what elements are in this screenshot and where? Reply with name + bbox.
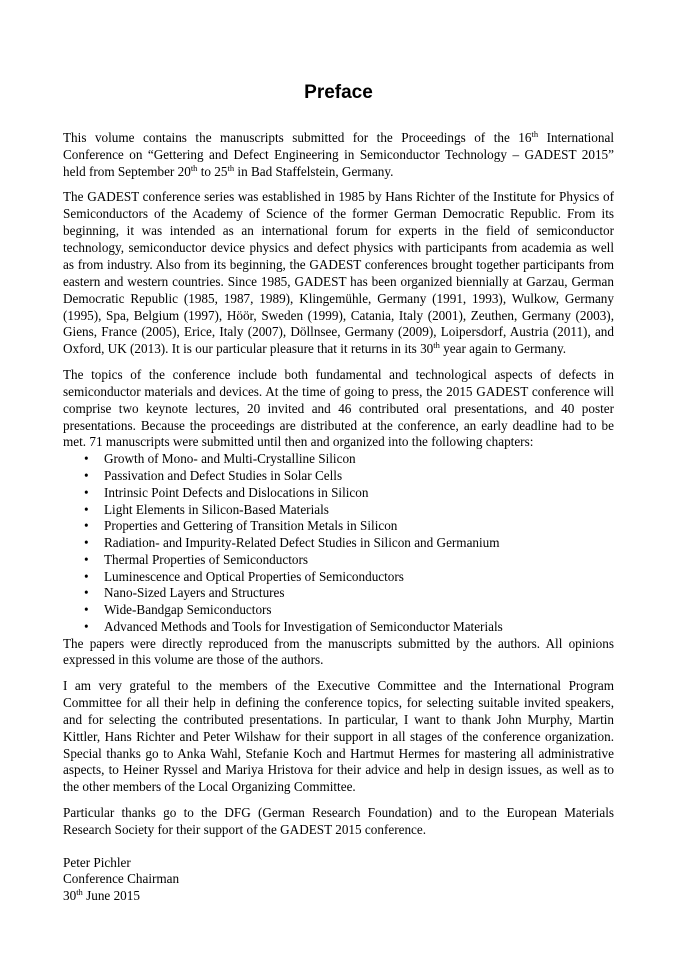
bullet-icon: • (84, 585, 89, 601)
paragraph-intro (63, 130, 614, 181)
list-item (63, 502, 614, 519)
paragraph-funding: Particular thanks go to the DFG (German Research Foundation) and to the European Materials Research Society for their support of the GADEST 2015 conference. (63, 804, 614, 837)
list-item-label: Properties and Gettering of Transition Metals in Silicon (104, 518, 398, 534)
text-segment: International Conference on “Gettering and Defect Engineering in Semiconductor Technology – GADEST 2015” held from September 20 (63, 130, 614, 179)
paragraph-reproduction: The papers were directly reproduced from the manuscripts submitted by the authors. All opinions expressed in this volume are those of the authors. (63, 635, 614, 668)
superscript: th (433, 340, 440, 351)
page-title: Preface (304, 82, 373, 103)
list-item-label: Light Elements in Silicon-Based Materials (104, 501, 329, 517)
list-item-label: Nano-Sized Layers and Structures (104, 585, 285, 601)
list-item (63, 451, 614, 468)
superscript: th (76, 887, 83, 898)
list-item (63, 602, 614, 619)
bullet-icon: • (84, 501, 89, 517)
date-rest: June 2015 (82, 888, 140, 904)
signature-date (63, 888, 614, 905)
list-item (63, 585, 614, 602)
text-segment: to 25 (197, 163, 228, 179)
text-segment: in Bad Staffelstein, Germany. (234, 163, 394, 179)
signature-block (63, 855, 614, 906)
bullet-icon: • (84, 602, 89, 618)
signature-name: Peter Pichler (63, 854, 131, 870)
list-item-label: Radiation- and Impurity-Related Defect Studies in Silicon and Germanium (104, 535, 500, 551)
list-item-label: Advanced Methods and Tools for Investigation of Semiconductor Materials (104, 618, 503, 634)
list-item (63, 518, 614, 535)
paragraph-acknowledgements: I am very grateful to the members of the Executive Committee and the International Program Committee for all their help in defining the conference topics, for selecting suitable invited speakers, and for selecting the contributed presentations. In particular, I want to thank John Murphy, Martin Kittler, Hans Richter and Peter Wilshaw for their support in all stages of the conference organization. Special thanks go to Anka Wahl, Stefanie Koch and Hartmut Hermes for mastering all administrative aspects, to Heiner Ryssel and Mariya Hristova for their advice and help in design issues, as well as to the other members of the Local Organizing Committee. (63, 677, 614, 795)
list-item (63, 619, 614, 636)
list-item-label: Passivation and Defect Studies in Solar Cells (104, 468, 343, 484)
bullet-icon: • (84, 568, 89, 584)
bullet-icon: • (84, 551, 89, 567)
list-item-label: Thermal Properties of Semiconductors (104, 551, 308, 567)
superscript: th (227, 162, 235, 173)
bullet-icon: • (84, 535, 89, 551)
text-segment: year again to Germany. (439, 341, 567, 357)
list-item-label: Intrinsic Point Defects and Dislocations in Silicon (104, 484, 369, 500)
list-item (63, 552, 614, 569)
superscript: th (190, 162, 198, 173)
list-item (63, 468, 614, 485)
superscript: th (531, 129, 539, 139)
bullet-icon: • (84, 518, 89, 534)
bullet-icon: • (84, 484, 89, 500)
paragraph-history (63, 189, 614, 358)
bullet-icon: • (84, 451, 89, 467)
list-item (63, 569, 614, 586)
paragraph-topics: The topics of the conference include both fundamental and technological aspects of defects in semiconductor materials and devices. At the time of going to press, the 2015 GADEST conference will comprise two keynote lectures, 20 invited and 46 contributed oral presentations, and 40 poster presentations. Because the proceedings are distributed at the conference, an early deadline had to be met. 71 manuscripts were submitted until then and organized into the following chapters: (63, 366, 614, 450)
list-item (63, 535, 614, 552)
signature-role: Conference Chairman (63, 871, 180, 887)
list-item (63, 485, 614, 502)
date-day: 30 (63, 888, 77, 904)
text-segment: This volume contains the manuscripts submitted for the Proceedings of the 16 (63, 130, 532, 145)
list-item-label: Wide-Bandgap Semiconductors (104, 602, 272, 618)
list-item-label: Luminescence and Optical Properties of Semiconductors (104, 568, 404, 584)
document-body (63, 130, 614, 905)
list-item-label: Growth of Mono- and Multi-Crystalline Silicon (104, 451, 356, 467)
bullet-icon: • (84, 618, 89, 634)
text-segment: The GADEST conference series was established in 1985 by Hans Richter of the Institute for Physics of Semiconductors of the Academy of Science of the former German Democratic Republic. From its beginning, it was intended as an international forum for experts in the field of semiconductor technology, semiconductor device physics and defect physics with participants from academia as well as from industry. Also from its beginning, the GADEST conferences brought together participants from eastern and western countries. Since 1985, GADEST has been organized biennially at Garzau, German Democratic Republic (1985, 1987, 1989), Klingemühle, Germany (1991, 1993), Wulkow, Germany (1995), Spa, Belgium (1997), Höör, Sweden (1999), Catania, Italy (2001), Zeuthen, Germany (2003), Giens, France (2005), Erice, Italy (2007), Döllnsee, Germany (2009), Loipersdorf, Austria (2011), and Oxford, UK (2013). It is our particular pleasure that it returns in its 30 (63, 189, 614, 357)
chapter-list (63, 451, 614, 635)
bullet-icon: • (84, 468, 89, 484)
